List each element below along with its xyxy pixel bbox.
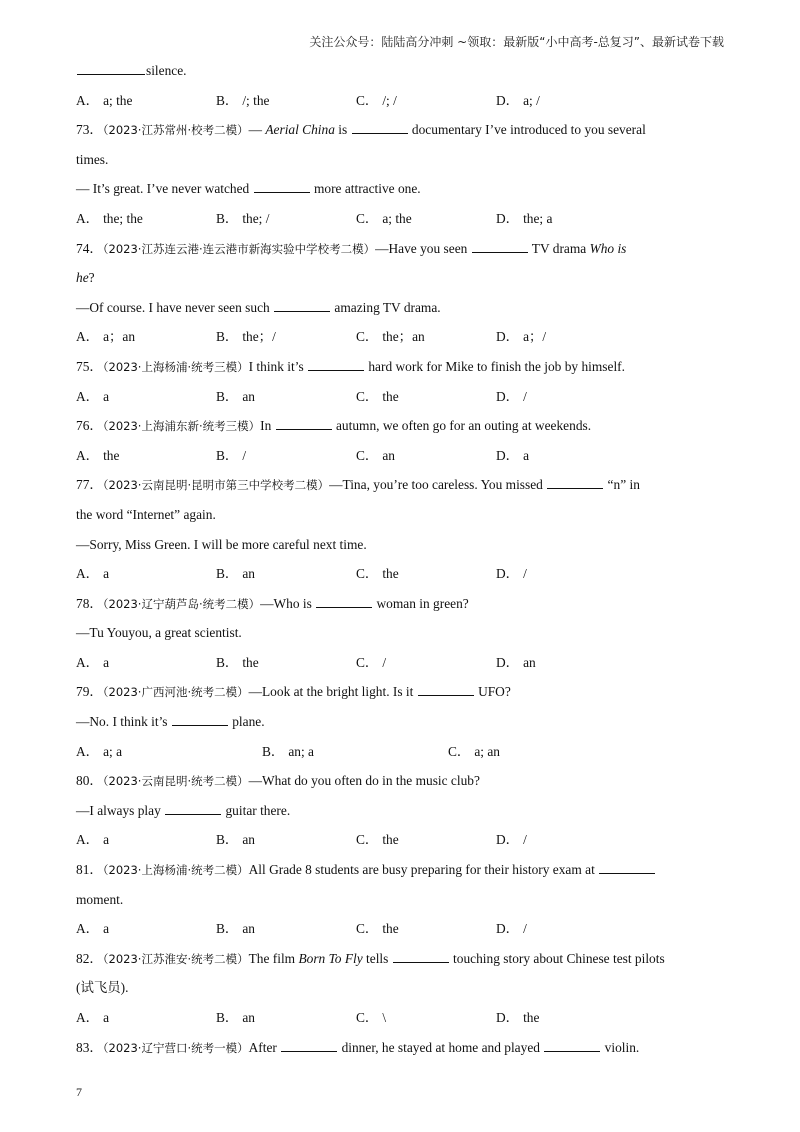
q80-stem: 80．（2023·云南昆明·统考二模）—What do you often do in the music club?: [76, 773, 480, 789]
question-number: 82．: [76, 950, 103, 966]
option-d[interactable]: D． a: [496, 447, 530, 463]
q75-options: [76, 382, 724, 412]
option-a[interactable]: A． a: [76, 921, 110, 937]
option-c[interactable]: C． \: [356, 1010, 387, 1025]
option-a[interactable]: A． a; the: [76, 92, 133, 108]
answer-blank[interactable]: [165, 802, 221, 815]
option-d[interactable]: D． a; /: [496, 92, 540, 108]
option-c[interactable]: C． the: [356, 832, 399, 848]
question-source: （2023·上海杨浦·统考三模）: [102, 359, 249, 374]
page-number: 7: [76, 1085, 82, 1099]
q79-options: [76, 737, 724, 767]
question-number: 74．: [76, 240, 103, 256]
option-b[interactable]: B． an: [216, 566, 255, 582]
question-number: 76．: [76, 418, 103, 434]
option-c[interactable]: C． a; an: [448, 743, 500, 759]
q82-stem: 82．（2023·江苏淮安·统考二模）The film Born To Fly tells touching story about Chinese test pilots: [76, 950, 665, 966]
question-number: 79．: [76, 684, 103, 700]
q74-stem-line2: he?: [76, 270, 95, 286]
q73-options: [76, 204, 724, 234]
q72-options: [76, 86, 724, 116]
option-b[interactable]: B． the: [216, 654, 259, 670]
answer-blank[interactable]: [599, 861, 655, 874]
q76-options: [76, 441, 724, 471]
option-a[interactable]: A． a: [76, 654, 110, 670]
option-b[interactable]: B． an: [216, 1010, 255, 1025]
option-a[interactable]: A． a; a: [76, 743, 123, 759]
answer-blank[interactable]: [254, 180, 310, 193]
q73-reply: — It’s great. I’ve never watched more attractive one.: [76, 181, 421, 197]
question-number: 73．: [76, 122, 103, 138]
q77-reply: —Sorry, Miss Green. I will be more careful next time.: [76, 536, 367, 552]
q79-reply: —No. I think it’s plane.: [76, 714, 265, 730]
q77-stem: 77．（2023·云南昆明·昆明市第三中学校考二模）—Tina, you’re too careless. You missed “n” in: [76, 477, 640, 493]
answer-blank[interactable]: [281, 1039, 337, 1052]
answer-blank[interactable]: [274, 299, 330, 312]
answer-blank[interactable]: [172, 713, 228, 726]
option-c[interactable]: C． the: [356, 388, 399, 404]
q77-stem-line2: the word “Internet” again.: [76, 506, 216, 522]
option-d[interactable]: D． the; a: [496, 210, 553, 226]
option-c[interactable]: C． a; the: [356, 210, 412, 226]
question-source: （2023·江苏连云港·连云港市新海实验中学校考二模）: [102, 241, 376, 256]
q78-reply: —Tu Youyou, a great scientist.: [76, 625, 242, 641]
answer-blank[interactable]: [547, 476, 603, 489]
option-d[interactable]: D． /: [496, 566, 527, 582]
option-a[interactable]: A． a: [76, 566, 110, 582]
question-number: 83．: [76, 1039, 103, 1055]
q75-stem: 75．（2023·上海杨浦·统考三模）I think it’s hard work for Mike to finish the job by himself.: [76, 358, 625, 374]
option-b[interactable]: B． an: [216, 832, 255, 848]
option-a[interactable]: A． a；an: [76, 329, 136, 345]
option-d[interactable]: D． /: [496, 388, 527, 404]
option-b[interactable]: B． an: [216, 388, 255, 404]
option-b[interactable]: B． the; /: [216, 210, 270, 226]
question-source: （2023·上海浦东新·统考三模）: [102, 419, 261, 434]
option-c[interactable]: C． the；an: [356, 329, 425, 345]
answer-blank[interactable]: [352, 121, 408, 134]
option-a[interactable]: A． a: [76, 832, 110, 848]
answer-blank[interactable]: [316, 595, 372, 608]
q82-stem-line2: (试飞员).: [76, 980, 129, 996]
page-header: 关注公众号：陆陆高分冲刺 ~领取：最新版“小中高考-总复习”、最新试卷下载: [309, 35, 724, 49]
q83-stem: 83．（2023·辽宁营口·统考一模）After dinner, he stayed at home and played violin.: [76, 1039, 640, 1055]
question-source: （2023·上海杨浦·统考二模）: [102, 863, 249, 878]
question-source: （2023·江苏淮安·统考二模）: [102, 951, 249, 966]
option-d[interactable]: D． the: [496, 1010, 540, 1025]
q81-options: [76, 914, 724, 944]
answer-blank[interactable]: [276, 417, 332, 430]
option-d[interactable]: D． an: [496, 654, 536, 670]
q77-options: [76, 559, 724, 589]
question-source: （2023·江苏常州·校考二模）: [102, 123, 249, 138]
q80-reply: —I always play guitar there.: [76, 802, 291, 818]
q73-stem: 73．（2023·江苏常州·校考二模）— Aerial China is documentary I’ve introduced to you several: [76, 122, 646, 138]
option-a[interactable]: A． the: [76, 447, 120, 463]
q80-options: [76, 825, 724, 855]
option-c[interactable]: C． /: [356, 654, 387, 670]
answer-blank[interactable]: [308, 358, 364, 371]
option-c[interactable]: C． /; /: [356, 92, 397, 108]
question-number: 80．: [76, 773, 103, 789]
q72-continuation: silence.: [76, 56, 724, 86]
option-c[interactable]: C． the: [356, 566, 399, 582]
q76-stem: 76．（2023·上海浦东新·统考三模）In autumn, we often go for an outing at weekends.: [76, 418, 592, 434]
question-number: 81．: [76, 862, 103, 878]
question-source: （2023·云南昆明·昆明市第三中学校考二模）: [102, 478, 330, 493]
q74-stem: 74．（2023·江苏连云港·连云港市新海实验中学校考二模）—Have you seen TV drama Who is: [76, 240, 627, 256]
q82-options: [76, 1003, 724, 1033]
option-b[interactable]: B． /: [216, 447, 247, 463]
answer-blank[interactable]: [418, 683, 474, 696]
q74-options: [76, 322, 724, 352]
option-a[interactable]: A． a: [76, 388, 110, 404]
answer-blank[interactable]: [472, 240, 528, 253]
answer-blank[interactable]: [77, 62, 145, 75]
question-source: （2023·云南昆明·统考二模）: [102, 774, 249, 789]
option-d[interactable]: D． /: [496, 832, 527, 848]
answer-blank[interactable]: [544, 1039, 600, 1052]
q79-stem: 79．（2023·广西河池·统考二模）—Look at the bright light. Is it UFO?: [76, 684, 511, 700]
option-a[interactable]: A． the; the: [76, 210, 143, 226]
option-b[interactable]: B． the；/: [216, 329, 276, 345]
option-a[interactable]: A． a: [76, 1010, 110, 1025]
q78-stem: 78．（2023·辽宁葫芦岛·统考二模）—Who is woman in green?: [76, 595, 469, 611]
question-list: [76, 56, 724, 1062]
option-b[interactable]: B． /; the: [216, 92, 270, 108]
option-d[interactable]: D． /: [496, 921, 527, 937]
q81-stem-line2: moment.: [76, 891, 124, 907]
option-d[interactable]: D． a；/: [496, 329, 547, 345]
question-number: 75．: [76, 358, 103, 374]
option-c[interactable]: C． an: [356, 447, 395, 463]
q73-stem-line2: times.: [76, 151, 109, 167]
question-source: （2023·辽宁葫芦岛·统考二模）: [102, 596, 261, 611]
option-b[interactable]: B． an; a: [262, 743, 314, 759]
option-b[interactable]: B． an: [216, 921, 255, 937]
question-number: 77．: [76, 477, 103, 493]
option-c[interactable]: C． the: [356, 921, 399, 937]
answer-blank[interactable]: [393, 950, 449, 963]
question-number: 78．: [76, 595, 103, 611]
q81-stem: 81．（2023·上海杨浦·统考二模）All Grade 8 students are busy preparing for their history exam at: [76, 855, 724, 885]
question-source: （2023·辽宁营口·统考一模）: [102, 1040, 249, 1055]
question-source: （2023·广西河池·统考二模）: [102, 685, 249, 700]
q78-options: [76, 648, 724, 678]
q74-reply: —Of course. I have never seen such amazing TV drama.: [76, 299, 441, 315]
